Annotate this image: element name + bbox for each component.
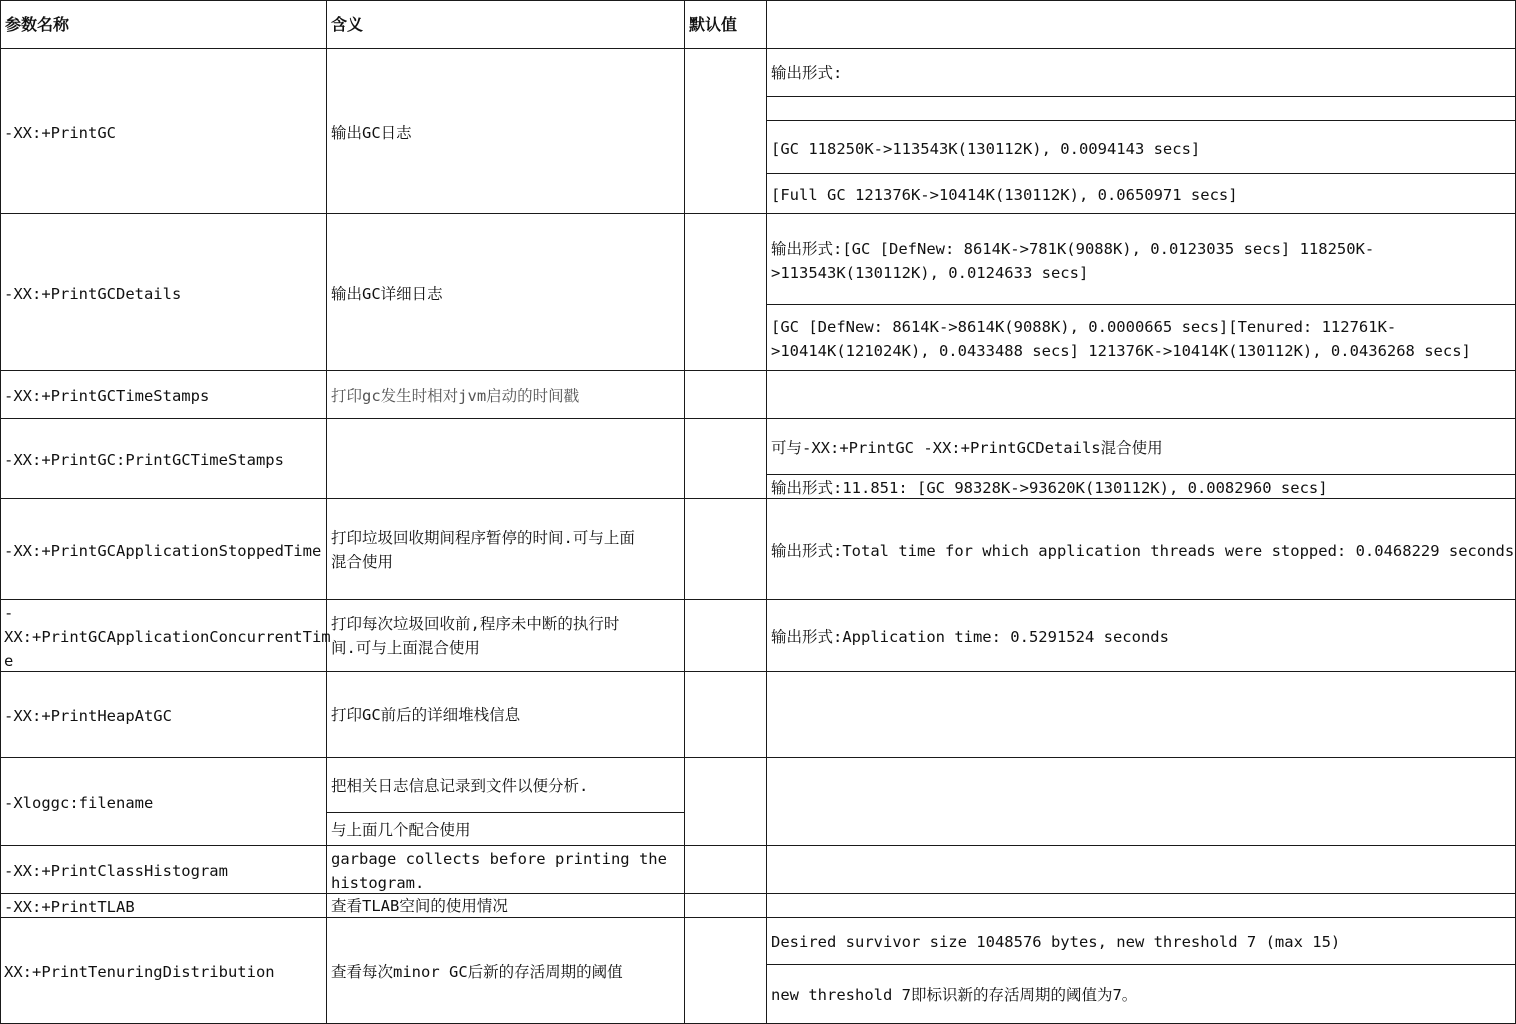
param-meaning: 把相关日志信息记录到文件以便分析. (331, 777, 589, 795)
param-meaning: 输出GC日志 (331, 124, 412, 142)
param-meaning: 打印GC前后的详细堆栈信息 (331, 706, 521, 724)
column-line (766, 0, 767, 1024)
param-name: -XX:+PrintTLAB (4, 898, 135, 916)
row-line (0, 671, 1516, 672)
param-meaning: 打印每次垃圾回收前,程序未中断的执行时 (331, 615, 620, 633)
table-border-left (0, 0, 1, 1024)
param-meaning: 与上面几个配合使用 (331, 821, 471, 839)
header-name: 参数名称 (5, 15, 70, 34)
param-name: XX:+PrintTenuringDistribution (4, 963, 275, 981)
row-line (767, 120, 1516, 121)
param-name: -XX:+PrintGC (4, 124, 116, 142)
param-note: 输出形式:[GC [DefNew: 8614K->781K(9088K), 0.0123035 secs] 118250K- (771, 240, 1375, 258)
param-note: 输出形式:11.851: [GC 98328K->93620K(130112K), 0.0082960 secs] (771, 479, 1328, 497)
param-meaning: 打印gc发生时相对jvm启动的时间戳 (331, 387, 580, 405)
param-note: Desired survivor size 1048576 bytes, new threshold 7 (max 15) (771, 933, 1341, 951)
param-meaning: garbage collects before printing the (331, 850, 667, 868)
param-name: e (4, 652, 14, 670)
param-note: 可与-XX:+PrintGC -XX:+PrintGCDetails混合使用 (771, 439, 1163, 457)
row-line (767, 96, 1516, 97)
param-note: 输出形式:Total time for which application threads were stopped: 0.0468229 seconds (771, 542, 1515, 560)
param-name: -XX:+PrintGCDetails (4, 285, 182, 303)
param-name: -XX:+PrintClassHistogram (4, 862, 228, 880)
param-note: [GC [DefNew: 8614K->8614K(9088K), 0.0000665 secs][Tenured: 112761K- (771, 318, 1397, 336)
column-line (684, 0, 685, 1024)
param-name: XX:+PrintGCApplicationConcurrentTim (4, 628, 331, 646)
param-name: -XX:+PrintGCTimeStamps (4, 387, 210, 405)
param-name: -XX:+PrintGC:PrintGCTimeStamps (4, 451, 284, 469)
header-default: 默认值 (689, 15, 738, 34)
row-line (0, 845, 1516, 846)
row-line (767, 474, 1516, 475)
param-meaning: histogram. (331, 874, 425, 892)
row-line (327, 812, 684, 813)
param-note: 输出形式:Application time: 0.5291524 seconds (771, 628, 1169, 646)
row-line (0, 370, 1516, 371)
row-line (0, 757, 1516, 758)
row-line (0, 599, 1516, 600)
table-border-top (0, 0, 1516, 1)
row-line (0, 917, 1516, 918)
row-line (767, 304, 1516, 305)
row-line (0, 418, 1516, 419)
param-note: 输出形式: (771, 64, 843, 82)
param-meaning: 间.可与上面混合使用 (331, 639, 480, 657)
param-name: -Xloggc:filename (4, 794, 154, 812)
param-name: -XX:+PrintHeapAtGC (4, 707, 172, 725)
param-note: [GC 118250K->113543K(130112K), 0.0094143 secs] (771, 140, 1201, 158)
param-meaning: 查看每次minor GC后新的存活周期的阈值 (331, 963, 623, 981)
column-line (326, 0, 327, 1024)
row-line (0, 213, 1516, 214)
param-meaning: 混合使用 (331, 553, 394, 571)
param-meaning: 查看TLAB空间的使用情况 (331, 897, 508, 915)
param-note: new threshold 7即标识新的存活周期的阈值为7。 (771, 986, 1138, 1004)
param-meaning: 打印垃圾回收期间程序暂停的时间.可与上面 (331, 529, 635, 547)
param-note: [Full GC 121376K->10414K(130112K), 0.0650971 secs] (771, 186, 1238, 204)
row-line (767, 964, 1516, 965)
param-name: -XX:+PrintGCApplicationStoppedTime (4, 542, 322, 560)
param-name: - (4, 604, 14, 622)
param-note: >113543K(130112K), 0.0124633 secs] (771, 264, 1089, 282)
row-line (767, 173, 1516, 174)
param-note: >10414K(121024K), 0.0433488 secs] 121376K->10414K(130112K), 0.0436268 secs] (771, 342, 1471, 360)
param-meaning: 输出GC详细日志 (331, 285, 443, 303)
row-line (0, 48, 1516, 49)
row-line (0, 893, 1516, 894)
header-meaning: 含义 (331, 15, 364, 34)
